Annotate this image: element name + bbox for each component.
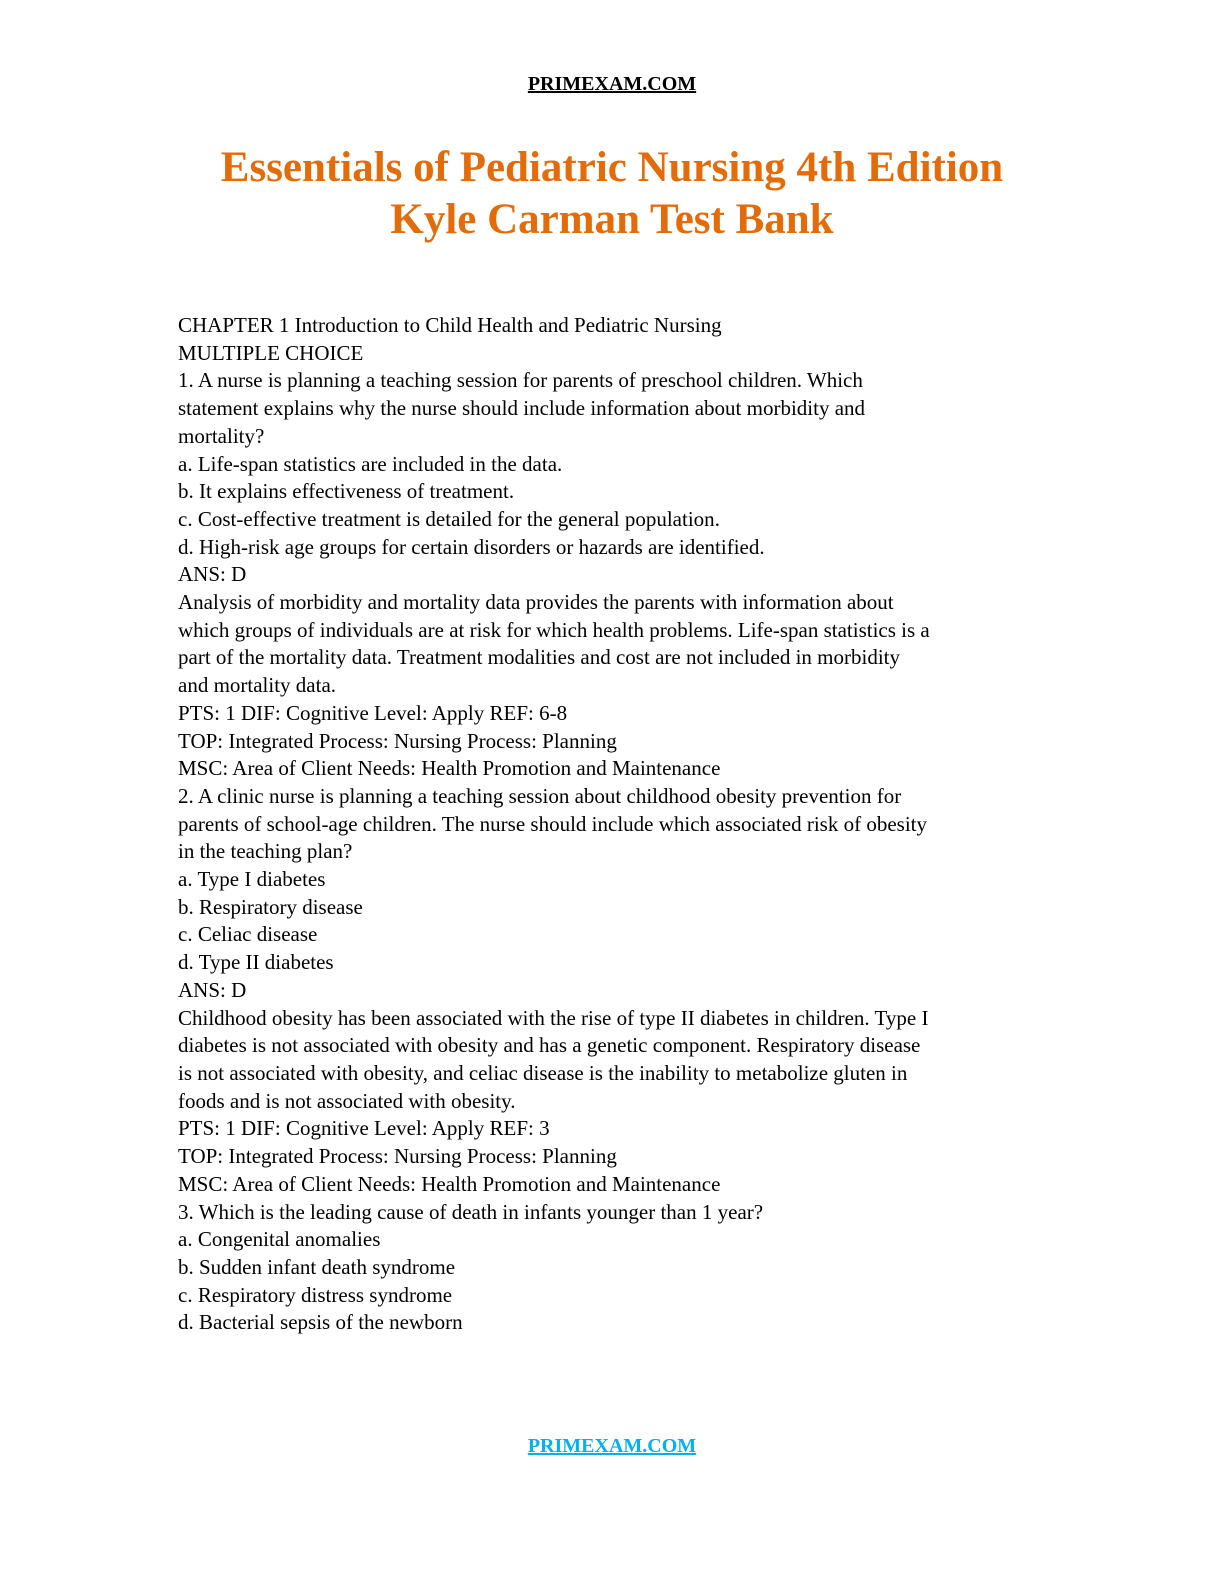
footer — [0, 1432, 1224, 1460]
body-text-line: Childhood obesity has been associated with the rise of type II diabetes in children. Type I — [178, 1005, 929, 1030]
body-text-line: d. Type II diabetes — [178, 950, 334, 975]
body-text-line: c. Celiac disease — [178, 922, 318, 947]
body-text-line: b. Sudden infant death syndrome — [178, 1254, 456, 1279]
header-site-link[interactable]: PRIMEXAM.COM — [527, 73, 697, 95]
body-text-line: a. Type I diabetes — [178, 867, 326, 892]
body-text-line: PTS: 1 DIF: Cognitive Level: Apply REF: 3 — [178, 1116, 550, 1141]
document-title-line-1: Essentials of Pediatric Nursing 4th Edition — [220, 144, 1004, 191]
body-text-line: in the teaching plan? — [178, 839, 353, 864]
header — [0, 70, 1224, 98]
body-text-line: and mortality data. — [178, 673, 337, 698]
footer-site-link[interactable]: PRIMEXAM.COM — [527, 1435, 697, 1457]
body-text-line: CHAPTER 1 Introduction to Child Health and Pediatric Nursing — [178, 313, 722, 337]
body-text-line: diabetes is not associated with obesity and has a genetic component. Respiratory disease — [178, 1033, 921, 1058]
body-text-line: part of the mortality data. Treatment modalities and cost are not included in morbidity — [178, 645, 901, 670]
body-text-line: MULTIPLE CHOICE — [178, 340, 364, 365]
body-text-line: b. It explains effectiveness of treatment. — [178, 479, 515, 504]
body-text-line: MSC: Area of Client Needs: Health Promotion and Maintenance — [178, 756, 721, 781]
body-text-line: Analysis of morbidity and mortality data provides the parents with information about — [178, 590, 894, 615]
body-text-line: c. Cost-effective treatment is detailed for the general population. — [178, 506, 720, 531]
body-text-line: 1. A nurse is planning a teaching session for parents of preschool children. Which — [178, 368, 863, 393]
body-text-line: d. Bacterial sepsis of the newborn — [178, 1310, 463, 1335]
body-text-line: TOP: Integrated Process: Nursing Process: Planning — [178, 1144, 617, 1169]
body-text-line: TOP: Integrated Process: Nursing Process: Planning — [178, 728, 617, 753]
document-title-line-2: Kyle Carman Test Bank — [390, 196, 834, 243]
body-text-line: is not associated with obesity, and celiac disease is the inability to metabolize gluten in — [178, 1060, 908, 1085]
body-text-line: MSC: Area of Client Needs: Health Promotion and Maintenance — [178, 1171, 721, 1196]
body-text-line: parents of school-age children. The nurse should include which associated risk of obesity — [178, 811, 927, 836]
body-text-line: statement explains why the nurse should include information about morbidity and — [178, 396, 866, 421]
body-text-line: ANS: D — [178, 977, 247, 1002]
body-text-line: PTS: 1 DIF: Cognitive Level: Apply REF: 6-8 — [178, 700, 568, 725]
body-text-line: ANS: D — [178, 562, 247, 587]
body-text-line: d. High-risk age groups for certain disorders or hazards are identified. — [178, 534, 765, 559]
body-text-line: b. Respiratory disease — [178, 894, 363, 919]
document-title — [0, 142, 1224, 246]
body-text-line: c. Respiratory distress syndrome — [178, 1282, 453, 1307]
body-text-line: which groups of individuals are at risk for which health problems. Life-span statistics is a — [178, 617, 930, 642]
body-text-line: a. Congenital anomalies — [178, 1227, 381, 1252]
body-text-line: 3. Which is the leading cause of death in infants younger than 1 year? — [178, 1199, 764, 1224]
document-body — [178, 312, 1058, 1337]
body-text-line: 2. A clinic nurse is planning a teaching session about childhood obesity prevention for — [178, 783, 902, 808]
body-text-line: a. Life-span statistics are included in the data. — [178, 451, 563, 476]
body-text-line: foods and is not associated with obesity. — [178, 1088, 516, 1113]
body-text-line: mortality? — [178, 423, 265, 448]
